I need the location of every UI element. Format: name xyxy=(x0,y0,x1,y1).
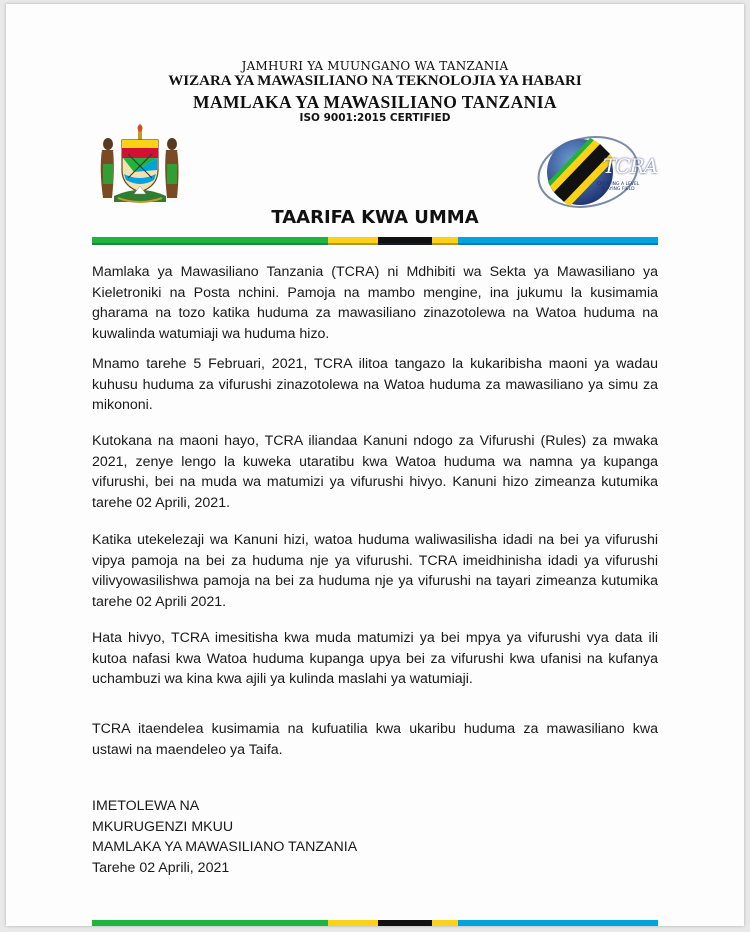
paragraph: Hata hivyo, TCRA imesitisha kwa muda matumizi ya bei mpya ya vifurushi vya data ili kutoa nafasi kwa Watoa huduma kupanga upya bei za vifurushi kwa ufanisi na kufanya uchambuzi wa kina kwa ajili ya kulinda maslahi ya watumiaji. xyxy=(92,630,658,687)
header-ministry: WIZARA YA MAWASILIANO NA TEKNOLOJIA YA HABARI xyxy=(168,73,582,89)
paragraph: TCRA itaendelea kusimamia na kufuatilia kwa ukaribu huduma za mawasiliano kwa ustawi na maendeleo ya Taifa. xyxy=(92,721,658,758)
signature-date: Tarehe 02 Aprili, 2021 xyxy=(92,859,230,876)
signature-issued-by: IMETOLEWA NA xyxy=(92,798,200,814)
signature-block xyxy=(92,796,512,878)
header-iso: ISO 9001:2015 CERTIFIED xyxy=(299,112,451,124)
press-release-page xyxy=(6,4,744,926)
paragraph: Mnamo tarehe 5 Februari, 2021, TCRA ilitoa tangazo la kukaribisha maoni ya wadau kuhusu huduma za vifurushi zinazotolewa na Watoa huduma za mawasiliano ya simu za mikononi. xyxy=(92,356,658,413)
page-title: TAARIFA KWA UMMA xyxy=(271,207,479,228)
signature-organization: MAMLAKA YA MAWASILIANO TANZANIA xyxy=(92,839,358,855)
flag-divider xyxy=(92,237,658,245)
coat-of-arms-icon xyxy=(94,124,186,206)
header-republic: JAMHURI YA MUUNGANO WA TANZANIA xyxy=(241,59,509,73)
paragraph: Kutokana na maoni hayo, TCRA iliandaa Kanuni ndogo za Vifurushi (Rules) za mwaka 2021, zenye lengo la kuweka utaratibu kwa Watoa huduma wa namna ya kupanga vifurushi, bei na muda wa matumizi ya vifurushi hivyo. Kanuni hizo zimeanza kutumika tarehe 02 Aprili, 2021. xyxy=(92,433,658,511)
tcra-logo-text: TCRA xyxy=(603,154,658,178)
tcra-tagline: CREATING A LEVEL PLAYING FIELD xyxy=(596,182,640,192)
header-authority: MAMLAKA YA MAWASILIANO TANZANIA xyxy=(193,92,557,112)
paragraph: Mamlaka ya Mawasiliano Tanzania (TCRA) ni Mdhibiti wa Sekta ya Mawasiliano ya Kieletroniki na Posta nchini. Pamoja na mambo mengine, ina jukumu la kusimamia gharama na tozo katika huduma za mawasiliano zinazotolewa na Watoa huduma na kuwalinda watumiaji wa huduma hizo. xyxy=(92,264,658,342)
signature-position: MKURUGENZI MKUU xyxy=(92,818,234,835)
footer-flag-divider xyxy=(92,920,658,926)
paragraph: Katika utekelezaji wa Kanuni hizi, watoa huduma waliwasilisha idadi na bei ya vifurushi vipya pamoja na bei za huduma nje ya vifurushi. TCRA imeidhinisha idadi ya vifurushi vilivyowasilishwa pamoja na bei za huduma nje ya vifurushi na tayari zimeanza kutumika tarehe 02 Aprili 2021. xyxy=(92,532,658,610)
